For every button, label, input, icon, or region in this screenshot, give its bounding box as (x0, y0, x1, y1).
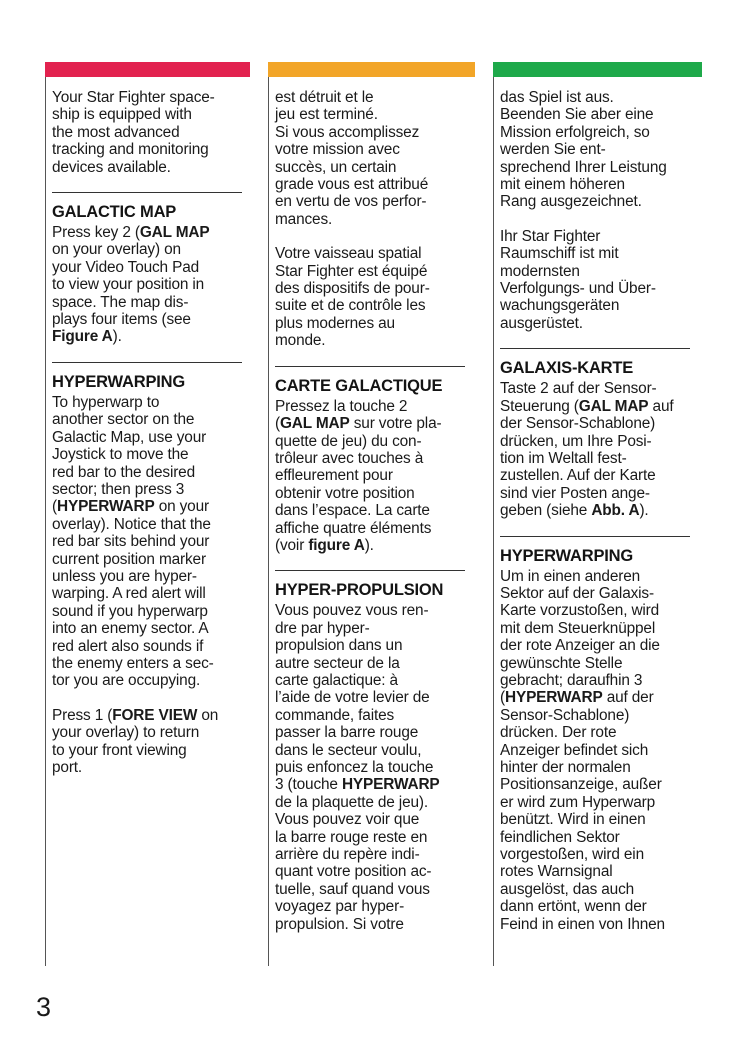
french-color-bar (268, 62, 475, 77)
hyperwarping-de-section (488, 568, 702, 934)
english-intro (40, 89, 250, 176)
hyperwarping-de-paragraph: Um in einen anderen Sektor auf der Galaxis- Karte vorzustoßen, wird mit dem Steuerknüppel der rote Anzeiger an die gewünschte Stelle gebracht; daraufhin 3 (HYPERWARP auf der Sensor-Schablone) drücken. Der rote Anzeiger befindet sich hinter der normalen Positionsanzeige, außer er wird zum Hyperwarp benützt. Wird in einen feindlichen Sektor vorgestoßen, wird ein rotes Warnsignal ausgelöst, das auch dann ertönt, wenn der Feind in einen von Ihnen (500, 567, 665, 933)
german-intro-text: das Spiel ist aus. Beenden Sie aber eine Mission erfolgreich, so werden Sie ent- sprechend Ihrer Leistung mit einem höheren Rang ausgezeichnet. (500, 89, 667, 211)
section-rule (52, 362, 242, 363)
english-column (40, 62, 250, 962)
french-column (263, 62, 475, 962)
german-column (488, 62, 702, 962)
galaxis-karte-paragraph: Taste 2 auf der Sensor- Steuerung (GAL MAP auf der Sensor-Schablone) drücken, um Ihre Posi- tion im Weltall fest- zustellen. Auf der Karte sind vier Posten ange- geben (siehe Abb. A). (500, 380, 674, 520)
french-vaisseau-text: Votre vaisseau spatial Star Fighter est équipé des dispositifs de pour- suite et de contrôle les plus modernes au monde. (275, 245, 430, 350)
carte-galactique-section (263, 398, 475, 555)
fore-view-paragraph: Press 1 (FORE VIEW on your overlay) to return to your front viewing port. (52, 706, 219, 776)
carte-galactique-heading: CARTE GALACTIQUE (275, 376, 443, 395)
section-rule (52, 192, 242, 193)
galactic-map-heading: GALACTIC MAP (52, 203, 177, 222)
hyper-propulsion-paragraph: Vous pouvez vous ren- dre par hyper- propulsion dans un autre secteur de la carte galactique: à l’aide de votre levier de commande, faites passer la barre rouge dans le secteur voulu, puis enfoncez la touche 3 (touche HYPERWARP de la plaquette de jeu). Vous pouvez voir que la barre rouge reste en arrière du repère indi- quant votre position ac- tuelle, sauf quand vous voyagez par hyper- propulsion. Si votre (275, 602, 440, 933)
hyperwarping-de-heading: HYPERWARPING (500, 546, 633, 565)
hyperwarping-paragraph: To hyperwarp to another sector on the Galactic Map, use your Joystick to move the red bar to the desired sector; then press 3 (HYPERWARP on your overlay). Notice that the red bar sits behind your current position marker unless you are hyper- warping. A red alert will sound if you hyperwarp into an enemy sector. A red alert also sounds if the enemy enters a sec- tor you are occupying. (52, 393, 214, 690)
german-intro (488, 89, 702, 332)
galactic-map-section (40, 224, 250, 346)
section-rule (500, 348, 690, 349)
hyperwarping-heading: HYPERWARPING (52, 372, 185, 391)
galaxis-karte-section (488, 380, 702, 519)
section-rule (275, 570, 465, 571)
page-number: 3 (36, 992, 52, 1022)
hyper-propulsion-heading: HYPER-PROPULSION (275, 581, 444, 600)
german-color-bar (493, 62, 702, 77)
hyperwarping-section (40, 394, 250, 777)
section-rule (275, 366, 465, 367)
hyper-propulsion-section (263, 602, 475, 933)
english-intro-text: Your Star Fighter space- ship is equipped with the most advanced tracking and monitoring devices available. (52, 89, 215, 176)
galaxis-karte-heading: GALAXIS-KARTE (500, 359, 634, 378)
section-rule (500, 536, 690, 537)
german-raumschiff-text: Ihr Star Fighter Raumschiff ist mit modernsten Verfolgungs- und Über- wachungsgeräten ausgerüstet. (500, 227, 656, 332)
galactic-map-paragraph: Press key 2 (GAL MAP on your overlay) on your Video Touch Pad to view your position in space. The map dis- plays four items (see Figure A). (52, 224, 210, 346)
french-intro (263, 89, 475, 350)
carte-galactique-paragraph: Pressez la touche 2 (GAL MAP sur votre pla- quette de jeu) du con- trôleur avec touches à effleurement pour obtenir votre position dans l’espace. La carte affiche quatre éléments (voir figure A). (275, 397, 442, 554)
french-intro-text: est détruit et le jeu est terminé. Si vous accomplissez votre mission avec succès, un certain grade vous est attribué en vertu de vos perfor- mances. (275, 89, 429, 228)
english-color-bar (45, 62, 250, 77)
